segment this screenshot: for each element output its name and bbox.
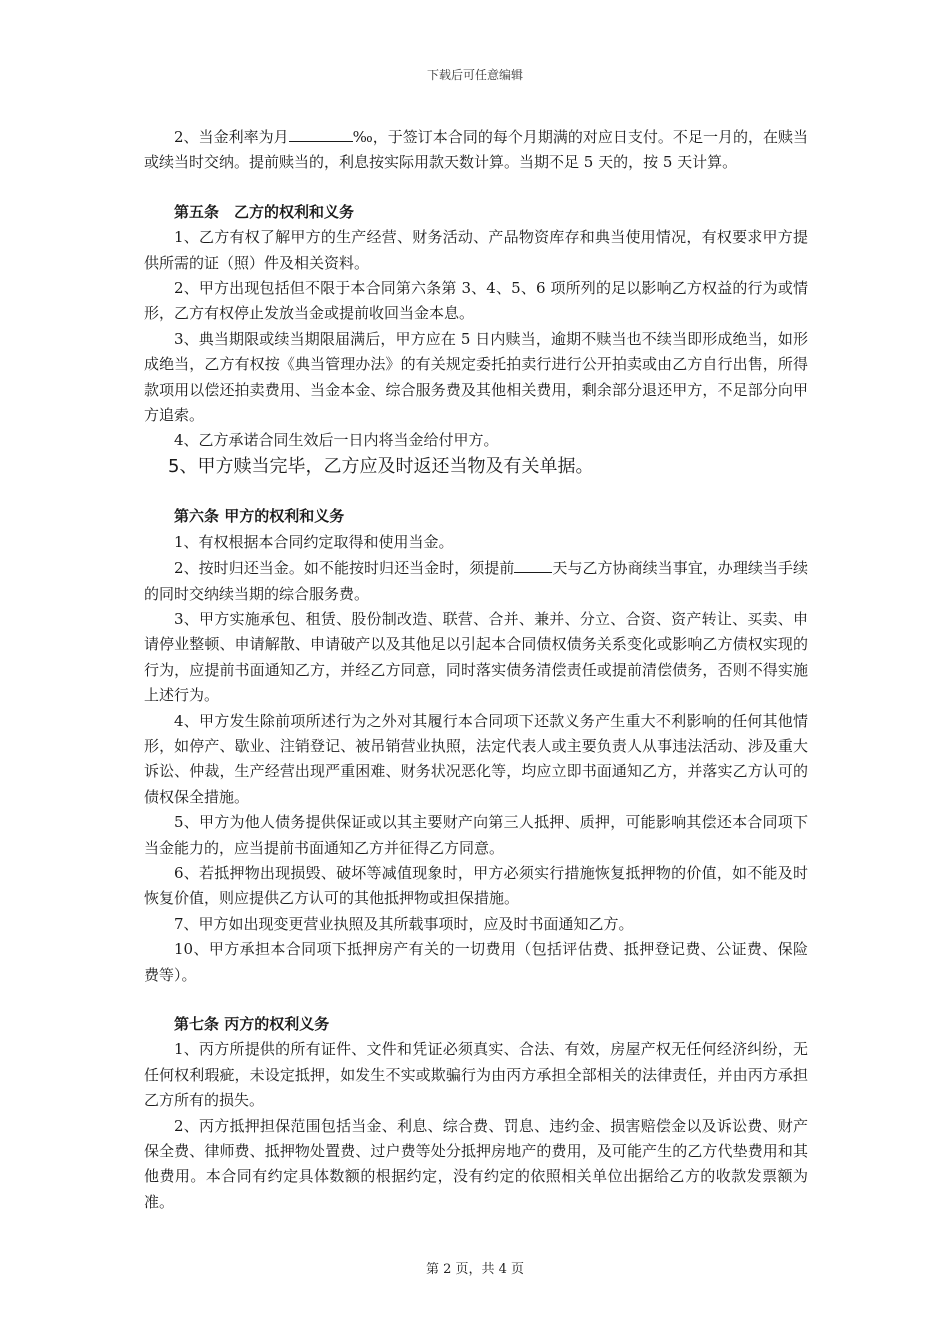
paragraph-5-5: 5、甲方赎当完毕，乙方应及时返还当物及有关单据。 — [168, 455, 594, 477]
paragraph-5-2: 2、甲方出现包括但不限于本合同第六条第 3、4、5、6 项所列的足以影响乙方权益的行为或情形，乙方有权停止发放当金或提前收回当金本息。 — [144, 279, 808, 323]
paragraph-6-7: 7、甲方如出现变更营业执照及其所载事项时，应及时书面通知乙方。 — [174, 914, 634, 933]
paragraph-6-6: 6、若抵押物出现损毁、破坏等减值现象时，甲方必须实行措施恢复抵押物的价值，如不能及时恢复价值，则应提供乙方认可的其他抵押物或担保措施。 — [144, 863, 808, 908]
section-title-6: 第六条 甲方的权利和义务 — [174, 507, 345, 526]
paragraph-7-1: 1、丙方所提供的所有证件、文件和凭证必须真实、合法、有效，房屋产权无任何经济纠纷，无任何权利瑕疵，未设定抵押，如发生不实或欺骗行为由丙方承担全部相关的法律责任，并由丙方承担乙方所有的损失。 — [144, 1040, 808, 1110]
document-body — [144, 124, 808, 1215]
paragraph-5-3: 3、典当期限或续当期限届满后，甲方应在 5 日内赎当，逾期不赎当也不续当即形成绝当，如形成绝当，乙方有权按《典当管理办法》的有关规定委托拍卖行进行公开拍卖或由乙方自行出售，所得款项用以偿还拍卖费用、当金本金、综合服务费及其他相关费用，剩余部分退还甲方，不足部分向甲方追索。 — [144, 329, 808, 425]
page-footer: 第 2 页，共 4 页 — [425, 1262, 525, 1277]
paragraph-5-4: 4、乙方承诺合同生效后一日内将当金给付甲方。 — [174, 431, 499, 450]
section-title-7: 第七条 丙方的权利义务 — [174, 1015, 330, 1033]
paragraph-7-2: 2、丙方抵押担保范围包括当金、利息、综合费、罚息、违约金、损害赔偿金以及诉讼费、财产保全费、律师费、抵押物处置费、过户费等处分抵押房地产的费用，及可能产生的乙方代垫费用和其他费用。本合同有约定具体数额的根据约定，没有约定的依照相关单位出据给乙方的收款发票额为准。 — [144, 1116, 808, 1211]
paragraph-6-1: 1、有权根据本合同约定取得和使用当金。 — [174, 532, 454, 551]
paragraph-interest-rate: 2、当金利率为月 ‰，于签订本合同的每个月期满的对应日支付。不足一月的，在赎当或续当时交纳。提前赎当的，利息按实际用款天数计算。当期不足 5 天的，按 5 天计算。 — [144, 124, 808, 176]
section-title-5: 第五条 乙方的权利和义务 — [174, 202, 355, 221]
paragraph-5-1: 1、乙方有权了解甲方的生产经营、财务活动、产品物资库存和典当使用情况，有权要求甲方提供所需的证（照）件及相关资料。 — [144, 228, 808, 272]
paragraph-6-5: 5、甲方为他人债务提供保证或以其主要财产向第三人抵押、质押，可能影响其偿还本合同项下当金能力的，应当提前书面通知乙方并征得乙方同意。 — [144, 813, 808, 857]
paragraph-6-10: 10、甲方承担本合同项下抵押房产有关的一切费用（包括评估费、抵押登记费、公证费、保险费等）。 — [144, 940, 808, 984]
page-header: 下载后可任意编辑 — [426, 68, 523, 82]
days-blank[interactable] — [514, 555, 552, 573]
paragraph-6-4: 4、甲方发生除前项所述行为之外对其履行本合同项下还款义务产生重大不利影响的任何其他情形，如停产、歇业、注销登记、被吊销营业执照，法定代表人或主要负责人从事违法活动、涉及重大诉讼、仲裁，生产经营出现严重困难、财务状况恶化等，均应立即书面通知乙方，并落实乙方认可的债权保全措施。 — [144, 711, 808, 806]
paragraph-6-2: 2、按时归还当金。如不能按时归还当金时，须提前 天与乙方协商续当事宜，办理续当手续的同时交纳续当期的综合服务费。 — [144, 555, 808, 607]
paragraph-6-3: 3、甲方实施承包、租赁、股份制改造、联营、合并、兼并、分立、合资、资产转让、买卖、申请停业整顿、申请解散、申请破产以及其他足以引起本合同债权债务关系变化或影响乙方债权实现的行为，应提前书面通知乙方，并经乙方同意，同时落实债务清偿责任或提前清偿债务，否则不得实施上述行为。 — [144, 609, 808, 705]
interest-rate-blank[interactable] — [289, 124, 353, 142]
